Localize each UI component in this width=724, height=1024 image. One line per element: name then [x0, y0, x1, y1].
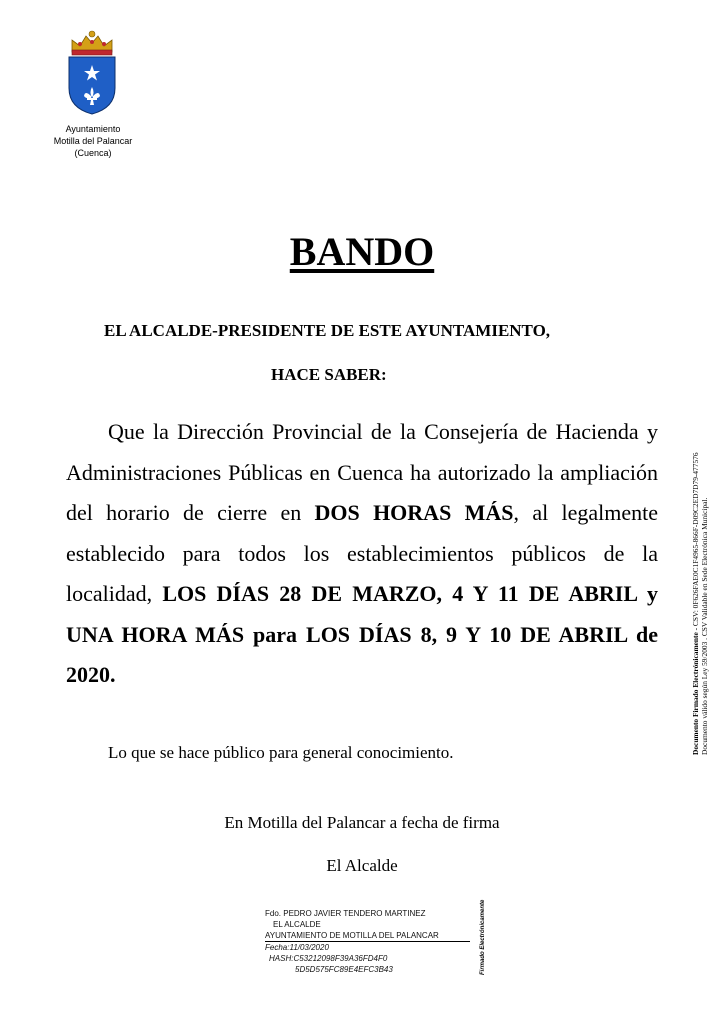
crown-icon: [72, 31, 112, 55]
signature-block: [265, 908, 470, 975]
org-line-3: (Cuenca): [74, 148, 112, 158]
signature-side-text: Firmado Electrónicamente: [480, 899, 486, 975]
signature-organization: AYUNTAMIENTO DE MOTILLA DEL PALANCAR: [265, 930, 470, 942]
signature-role: EL ALCALDE: [273, 920, 321, 929]
signature-side-label: [478, 899, 490, 975]
signature-hash: HASH:C53212098F39A36FD4F0: [269, 954, 388, 963]
place-and-date: En Motilla del Palancar a fecha de firma: [224, 813, 500, 832]
csv-margin-note: [689, 420, 713, 755]
document-subtitle: EL ALCALDE-PRESIDENTE DE ESTE AYUNTAMIENTO,: [104, 321, 551, 340]
body-bold-2: LOS DÍAS 28 DE MARZO, 4 Y 11 DE ABRIL y UNA HORA MÁS para LOS DÍAS 8, 9 Y 10 DE ABRIL de 2020.: [66, 581, 659, 687]
body-bold-1: DOS HORAS MÁS: [314, 500, 514, 525]
organization-name: [40, 123, 146, 159]
csv-bold: Documento Firmado Electrónicamente: [691, 632, 700, 755]
signature-signer: Fdo. PEDRO JAVIER TENDERO MARTINEZ: [265, 909, 426, 918]
csv-line-2: Documento válido según Ley 59/2003 . CSV Validable en Sede Electrónica Municipal.: [700, 497, 709, 755]
signature-hash-cont: 5D5D575FC89E4EFC3B43: [295, 965, 393, 974]
hace-saber-heading: HACE SABER:: [271, 365, 387, 384]
body-paragraph: [66, 412, 658, 696]
municipal-crest-icon: [64, 28, 120, 116]
org-line-2: Motilla del Palancar: [53, 136, 133, 146]
csv-code: - CSV: 0F626FAE0C1F4965-866F-D09C2ED7D79-477576: [691, 452, 700, 633]
body-text-2: , al legalmente establecido para todos los establecimientos públicos de la localidad,: [66, 500, 659, 606]
org-line-1: Ayuntamiento: [65, 124, 121, 134]
body-text-1: Que la Dirección Provincial de la Consejería de Hacienda y Administraciones Públicas en Cuenca ha autorizado la ampliación del horario de cierre en: [66, 419, 658, 525]
signer-role: El Alcalde: [326, 856, 398, 875]
public-notice: Lo que se hace público para general conocimiento.: [108, 743, 454, 762]
signature-date: Fecha:11/03/2020: [265, 943, 329, 952]
document-title: BANDO: [289, 229, 435, 274]
csv-line-1: [691, 452, 700, 755]
